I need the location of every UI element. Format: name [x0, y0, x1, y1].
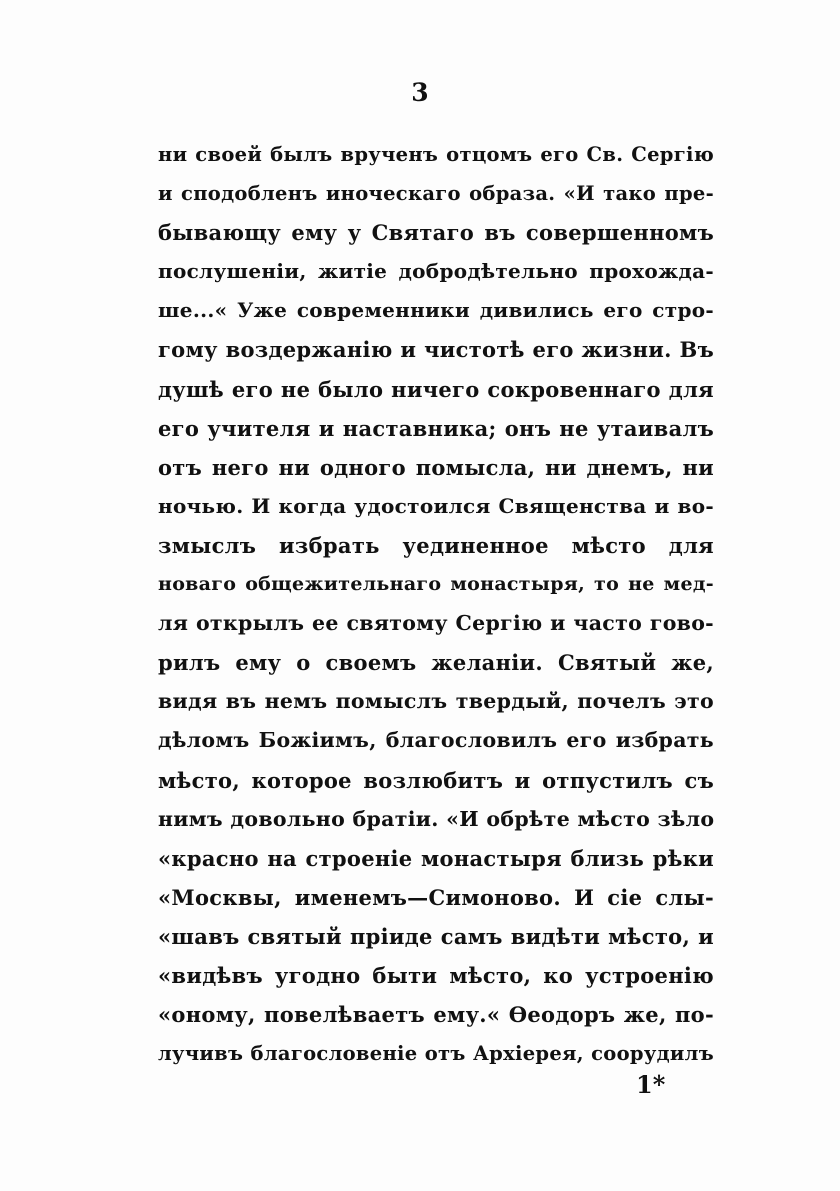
text-line: рилъ ему о своемъ желаніи. Святый же, [158, 650, 714, 676]
text-line: его учителя и наставника; онъ не утаивалъ [158, 415, 714, 441]
text-line: лучивъ благословеніе отъ Архіерея, соорудилъ [158, 1042, 714, 1066]
text-line: «шавъ святый пріиде самъ видѣти мѣсто, и [158, 923, 714, 949]
text-line: ни своей былъ врученъ отцомъ его Св. Сергію [158, 143, 714, 166]
text-line: «видѣвъ угодно быти мѣсто, ко устроенію [158, 962, 714, 988]
text-line: ля открылъ ее святому Сергію и часто гово- [158, 611, 714, 636]
text-line: новаго общежительнаго монастыря, то не мед- [158, 573, 714, 596]
page-number: 3 [411, 78, 429, 107]
text-line: ше...« Уже современники дивились его стро- [158, 298, 714, 323]
text-line: «оному, повелѣваетъ ему.« Ѳеодоръ же, по- [158, 1002, 714, 1028]
text-line: мѣсто, которое возлюбитъ и отпустилъ съ [158, 767, 714, 793]
text-line: «Москвы, именемъ—Симоново. И сіе слы- [158, 884, 714, 910]
text-line: ночью. И когда удостоился Священства и во- [158, 493, 714, 518]
text-line: бывающу ему у Святаго въ совершенномъ [158, 220, 714, 246]
text-line: и сподобленъ иноческаго образа. «И тако пре- [158, 182, 714, 206]
text-line: душѣ его не было ничего сокровеннаго для [158, 376, 714, 402]
text-line: отъ него ни одного помысла, ни днемъ, ни [158, 454, 714, 480]
text-line: змыслъ избрать уединенное мѣсто для [158, 532, 714, 558]
body-text [158, 135, 714, 1073]
text-line: нимъ довольно братіи. «И обрѣте мѣсто зѣло [158, 806, 715, 831]
signature-mark: 1* [636, 1070, 666, 1099]
text-line: видя въ немъ помыслъ твердый, почелъ это [158, 689, 714, 714]
text-line: «красно на строеніе монастыря близь рѣки [158, 845, 714, 871]
text-line: гому воздержанію и чистотѣ его жизни. Въ [158, 337, 714, 363]
text-line: послушеніи, житіе добродѣтельно прохожда- [158, 259, 714, 284]
text-line: дѣломъ Божіимъ, благословилъ его избрать [158, 728, 714, 753]
